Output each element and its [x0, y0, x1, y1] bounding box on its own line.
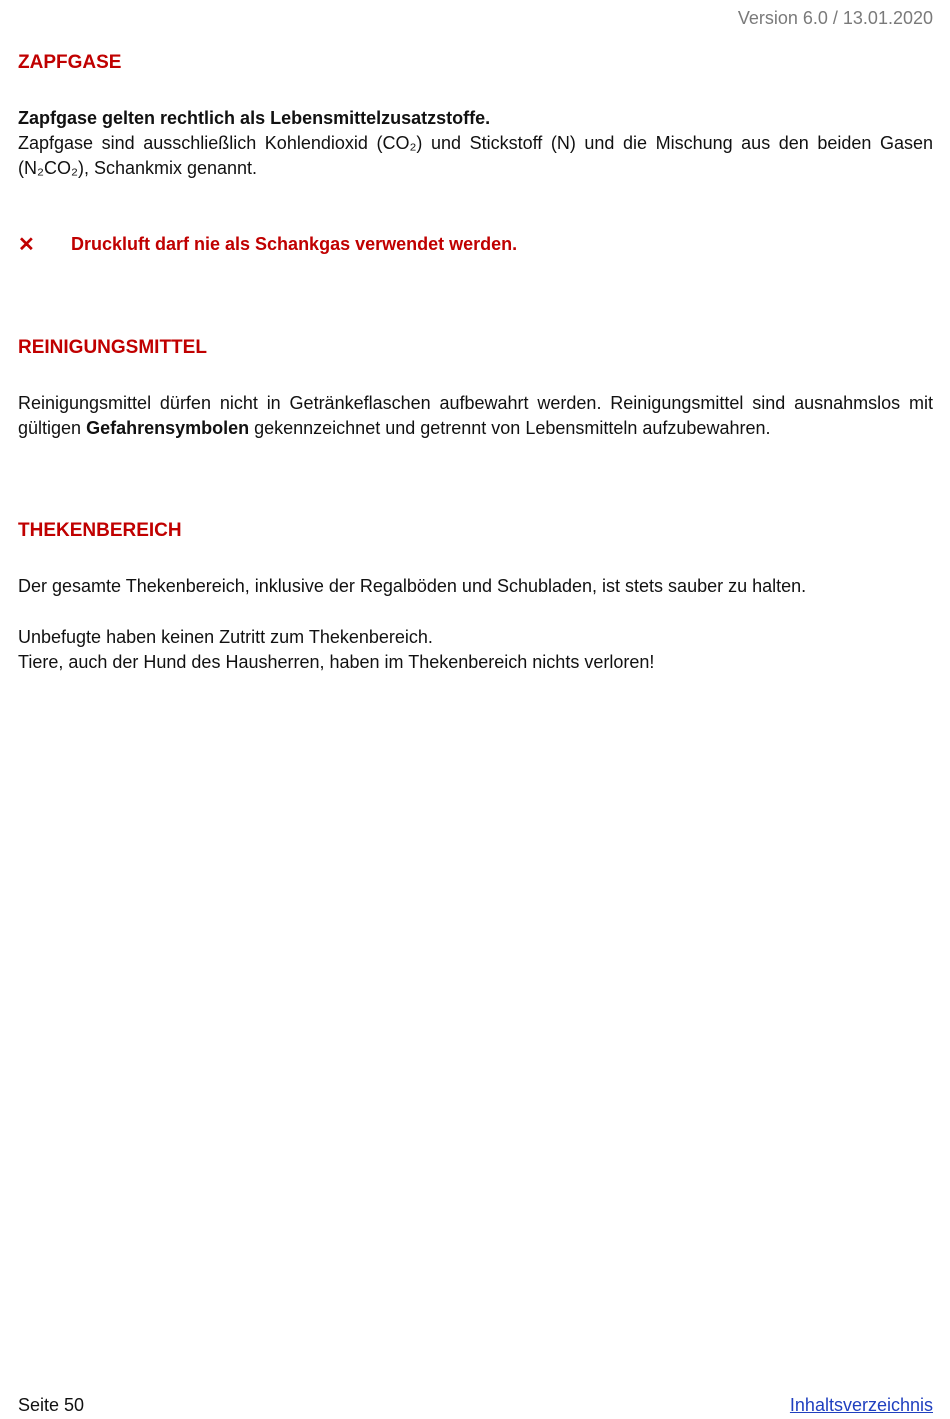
thekenbereich-line-2: Tiere, auch der Hund des Hausherren, haben im Thekenbereich nichts verloren!	[18, 652, 655, 672]
section-title-zapfgase: ZAPFGASE	[18, 52, 122, 73]
toc-link[interactable]: Inhaltsverzeichnis	[789, 1395, 933, 1415]
zapfgase-lead: Zapfgase gelten rechtlich als Lebensmittelzusatzstoffe.	[18, 108, 491, 128]
reinigungsmittel-text-before: Reinigungsmittel dürfen nicht in Getränkeflaschen aufbewahrt werden. Reinigungsmittel sind ausnahmslos mit gültigen	[18, 393, 933, 438]
warning-row	[18, 232, 933, 257]
zapfgase-text: Zapfgase sind ausschließlich Kohlendioxid (CO₂) und Stickstoff (N) und die Mischung aus den beiden Gasen (N₂CO₂), Schankmix genannt.	[18, 133, 933, 178]
thekenbereich-paragraph-2	[18, 625, 933, 675]
section-title-reinigungsmittel: REINIGUNGSMITTEL	[18, 337, 207, 358]
zapfgase-paragraph	[18, 106, 933, 181]
reinigungsmittel-text-after: gekennzeichnet und getrennt von Lebensmitteln aufzubewahren.	[249, 418, 771, 438]
warning-text: Druckluft darf nie als Schankgas verwendet werden.	[71, 234, 518, 254]
thekenbereich-line-1: Unbefugte haben keinen Zutritt zum Thekenbereich.	[18, 627, 433, 647]
version-label: Version 6.0 / 13.01.2020	[737, 8, 933, 28]
reinigungsmittel-text-bold: Gefahrensymbolen	[86, 418, 250, 438]
cross-icon: ✕	[18, 234, 35, 256]
page-number: Seite 50	[18, 1395, 85, 1415]
thekenbereich-paragraph-1: Der gesamte Thekenbereich, inklusive der Regalböden und Schubladen, ist stets sauber zu halten.	[18, 576, 807, 596]
section-title-thekenbereich: THEKENBEREICH	[18, 520, 182, 541]
reinigungsmittel-paragraph	[18, 391, 933, 441]
